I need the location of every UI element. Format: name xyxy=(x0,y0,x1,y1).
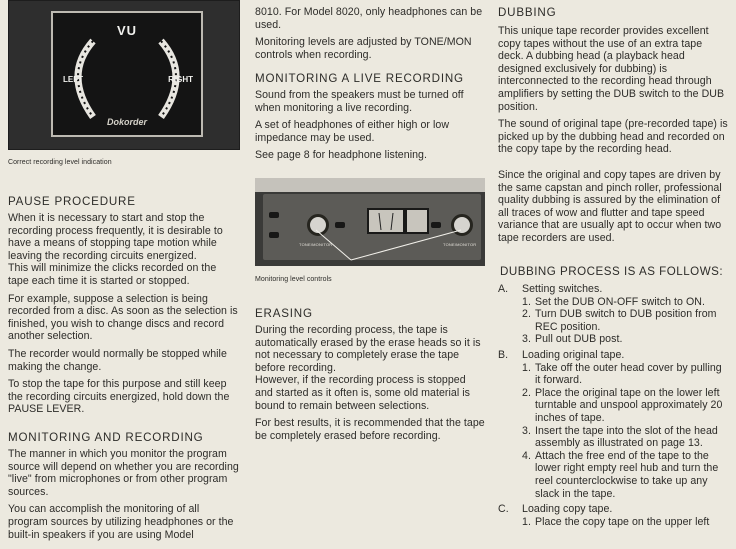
control-panel-photo xyxy=(255,178,485,266)
erasing-paragraph: However, if the recording process is stopped and started as it often is, some old material is bound to remain between selections. xyxy=(255,374,470,412)
pause-paragraph: To stop the tape for this purpose and still keep the recording circuits energized, hold down the PAUSE LEVER. xyxy=(8,378,230,416)
pause-section xyxy=(8,212,240,416)
live-paragraph: A set of headphones of either high or low impedance may be used. xyxy=(255,119,450,144)
vu-title: VU xyxy=(116,23,138,38)
panel-face: TONE/MONITOR TONE/MONITOR xyxy=(263,194,481,260)
monitoring-paragraph: You can accomplish the monitoring of all program sources by utilizing headphones or the built-in speakers if you are using Model xyxy=(8,503,234,541)
substep-marker: 2. xyxy=(522,308,531,321)
live-paragraph: Sound from the speakers must be turned off when monitoring a live recording. xyxy=(255,89,464,114)
step-label: Setting switches. xyxy=(522,283,603,295)
substep-text: Insert the tape into the slot of the head assembly as illustrated on page 13. xyxy=(535,424,718,450)
dubbing-steps xyxy=(498,283,730,528)
substep-marker: 1. xyxy=(522,295,531,308)
substep-text: Take off the outer head cover by pulling it forward. xyxy=(535,361,722,387)
pause-paragraph: For example, suppose a selection is being recorded from a disc. As soon as the selection is finished, you wish to change discs and record another selection. xyxy=(8,292,238,343)
vu-left-label: LEFT xyxy=(63,75,83,84)
model-note xyxy=(255,6,485,61)
callout-lines-icon xyxy=(255,178,485,278)
substep xyxy=(498,425,730,450)
substep xyxy=(498,296,730,309)
dubbing-section xyxy=(498,25,730,156)
erasing-paragraph: For best results, it is recommended that the tape be completely erased before recording. xyxy=(255,417,485,442)
dubbing-heading: DUBBING xyxy=(498,6,557,19)
substep xyxy=(498,387,730,425)
substep-text: Attach the free end of the tape to the lower right empty reel hub and turn the reel counterclockwise to take up any slack in the tape. xyxy=(535,449,719,500)
substep-marker: 3. xyxy=(522,424,531,437)
brand-logo: Dokorder xyxy=(106,117,147,127)
substep xyxy=(498,308,730,333)
substep-text: Place the original tape on the lower left turntable and unspool approximately 20 inches of tape. xyxy=(535,386,723,424)
erasing-section xyxy=(255,324,485,442)
vu-meter-photo xyxy=(8,0,240,150)
monitoring-section xyxy=(8,448,240,541)
process-heading: DUBBING PROCESS IS AS FOLLOWS: xyxy=(500,265,724,278)
panel-caption: Monitoring level controls xyxy=(255,276,332,283)
substep-marker: 3. xyxy=(522,333,531,346)
step-marker: A. xyxy=(498,283,509,295)
pause-paragraph: This will minimize the clicks recorded on the tape each time it is started or stopped. xyxy=(8,262,217,287)
erasing-heading: ERASING xyxy=(255,307,313,320)
substep xyxy=(498,516,730,529)
live-heading: MONITORING A LIVE RECORDING xyxy=(255,72,464,85)
substep-marker: 1. xyxy=(522,361,531,374)
substep-text: Place the copy tape on the upper left xyxy=(535,515,710,528)
substep-text: Set the DUB ON-OFF switch to ON. xyxy=(535,295,705,308)
substep xyxy=(498,450,730,500)
substep xyxy=(498,362,730,387)
model-paragraph: Monitoring levels are adjusted by TONE/MON controls when recording. xyxy=(255,36,472,61)
live-paragraph: See page 8 for headphone listening. xyxy=(255,149,427,162)
substep-text: Turn DUB switch to DUB position from REC position. xyxy=(535,308,717,333)
substep-text: Pull out DUB post. xyxy=(535,333,623,346)
vu-meter-face xyxy=(51,11,203,137)
substep-marker: 2. xyxy=(522,386,531,399)
step-label: Loading original tape. xyxy=(522,348,625,361)
live-section xyxy=(255,89,485,162)
pause-paragraph: The recorder would normally be stopped while making the change. xyxy=(8,347,227,373)
vu-caption: Correct recording level indication xyxy=(8,159,112,166)
dubbing-section-cont xyxy=(498,169,730,245)
substep-marker: 4. xyxy=(522,449,531,462)
vu-right-label: RIGHT xyxy=(168,75,193,84)
monitoring-paragraph: The manner in which you monitor the program source will depend on whether you are recording "live" from microphones or from other program sources. xyxy=(8,448,239,498)
model-paragraph: 8010. For Model 8020, only headphones can be used. xyxy=(255,6,483,31)
substep xyxy=(498,333,730,346)
substep-marker: 1. xyxy=(522,515,531,528)
step-marker: B. xyxy=(498,348,509,361)
dubbing-paragraph: This unique tape recorder provides excellent copy tapes without the use of an extra tape deck. A dubbing head (a playback head designed exclusively for dubbing) is interconnected to the recording head through amplifiers by setting the DUB switch to the DUB position. xyxy=(498,25,725,113)
pause-heading: PAUSE PROCEDURE xyxy=(8,195,136,208)
erasing-paragraph: During the recording process, the tape is automatically erased by the erase heads so it is not necessary to completely erase the tape before recording. xyxy=(255,324,481,374)
step-marker: C. xyxy=(498,503,509,516)
monitoring-heading: MONITORING AND RECORDING xyxy=(8,431,204,444)
step-a xyxy=(498,283,730,296)
dubbing-paragraph: Since the original and copy tapes are driven by the same capstan and pinch roller, professional quality dubbing is assured by the elimination of all traces of wow and flutter and tape speed variance that are usually apt to occur when two tape recorders are used. xyxy=(498,169,722,244)
step-label: Loading copy tape. xyxy=(522,503,613,516)
pause-paragraph: When it is necessary to start and stop the recording process frequently, it is desirable to have a means of stopping tape motion while leaving the recording circuits energized. xyxy=(8,212,223,262)
step-c xyxy=(498,503,730,516)
step-b xyxy=(498,349,730,362)
dubbing-paragraph: The sound of original tape (pre-recorded tape) is picked up by the dubbing head and recorded on the copy tape by the recording head. xyxy=(498,118,728,156)
